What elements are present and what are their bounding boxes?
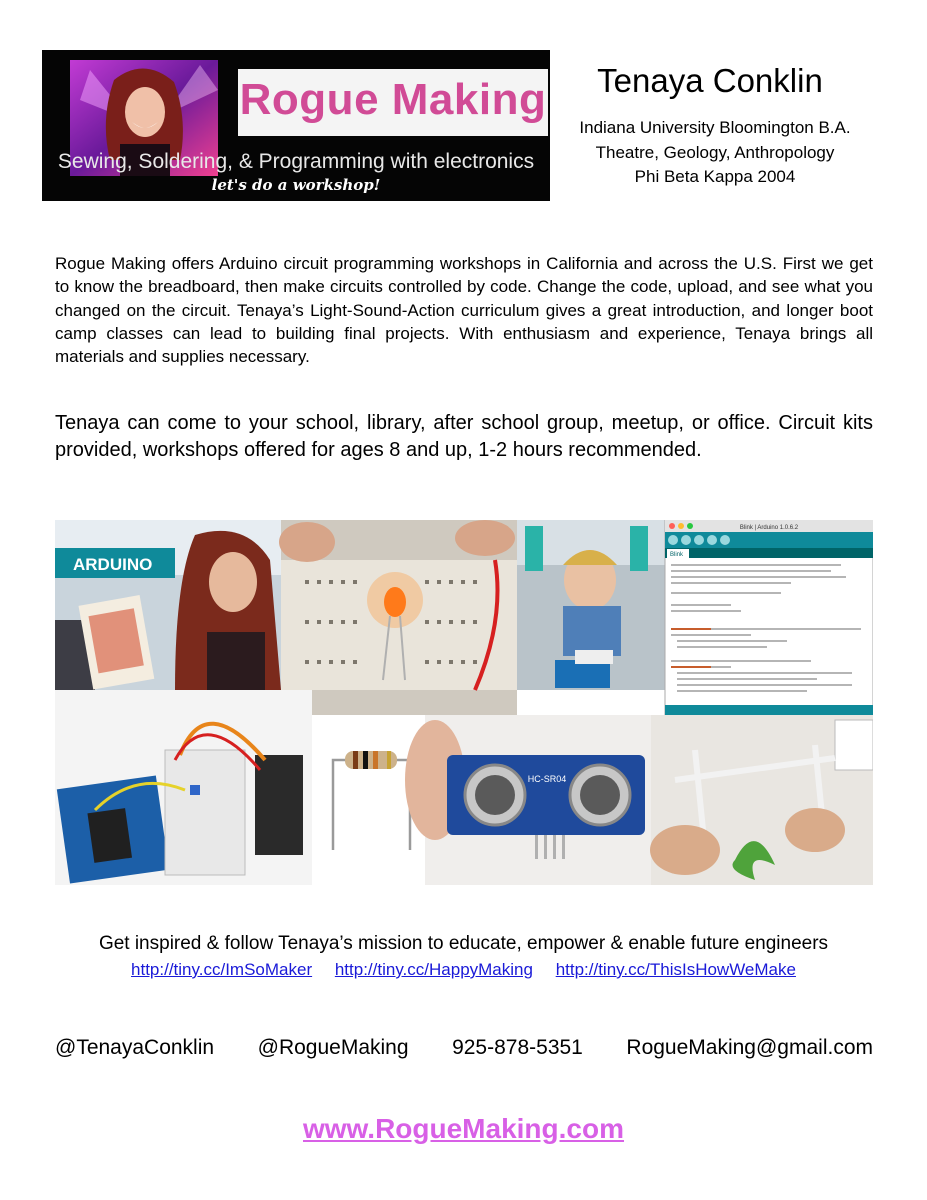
education-line-3: Phi Beta Kappa 2004 xyxy=(634,167,796,186)
link-row xyxy=(0,960,927,980)
photo-servo-arduino xyxy=(55,690,312,885)
email-address: RogueMaking@gmail.com xyxy=(626,1036,873,1059)
photo-ultrasonic-sensor xyxy=(405,715,651,885)
website-footer xyxy=(0,1113,927,1145)
banner-tagline: Sewing, Soldering, & Programming with electronics xyxy=(57,150,535,173)
link-happymaking[interactable]: http://tiny.cc/HappyMaking xyxy=(334,960,533,979)
photo-drawing-robot xyxy=(650,715,873,885)
phone-number: 925-878-5351 xyxy=(452,1036,583,1059)
twitter-handle: @TenayaConklin xyxy=(55,1036,215,1059)
photo-arduino-ide xyxy=(665,520,873,715)
website-link[interactable]: www.RogueMaking.com xyxy=(303,1113,624,1144)
education-line-2: Theatre, Geology, Anthropology xyxy=(595,143,835,162)
presenter-name: Tenaya Conklin xyxy=(597,62,823,99)
availability-paragraph: Tenaya can come to your school, library, after school group, meetup, or office. Circuit kits provided, workshops offered for ages 8 and up, 1-2 hours recommended. xyxy=(55,412,873,461)
mission-statement: Get inspired & follow Tenaya’s mission to educate, empower & enable future engineers xyxy=(98,933,829,954)
intro-paragraph: Rogue Making offers Arduino circuit programming workshops in California and across the U.S. First we get to know the breadboard, then make circuits controlled by code. Change the code, upload, and see what you changed on the circuit. Tenaya’s Light-Sound-Action curriculum gives a great introduction, and longer boot camp classes can lead to building final projects. With enthusiasm and experience, Tenaya brings all materials and supplies necessary. xyxy=(55,254,873,367)
sensor-label: HC-SR04 xyxy=(527,774,567,784)
rogue-making-handle: @RogueMaking xyxy=(257,1036,409,1059)
banner-subtag: let's do a workshop! xyxy=(211,176,381,194)
link-thisishowwemake[interactable]: http://tiny.cc/ThisIsHowWeMake xyxy=(555,960,796,979)
photo-led-breadboard xyxy=(279,520,517,715)
photo-child-circuit xyxy=(517,520,665,690)
photo-collage xyxy=(55,520,873,885)
rogue-making-logo: Rogue Making xyxy=(239,75,547,124)
ide-tab-label: Blink xyxy=(670,552,684,558)
rogue-making-banner xyxy=(42,50,550,201)
contact-row xyxy=(55,1036,873,1060)
education-line-1: Indiana University Bloomington B.A. xyxy=(579,118,851,137)
photo-arduino-booth xyxy=(55,520,281,690)
link-imsomaker[interactable]: http://tiny.cc/ImSoMaker xyxy=(131,960,313,979)
ide-window-title: Blink | Arduino 1.0.6.2 xyxy=(739,525,799,531)
arduino-sign: ARDUINO xyxy=(73,555,153,574)
logo-box xyxy=(238,69,548,136)
